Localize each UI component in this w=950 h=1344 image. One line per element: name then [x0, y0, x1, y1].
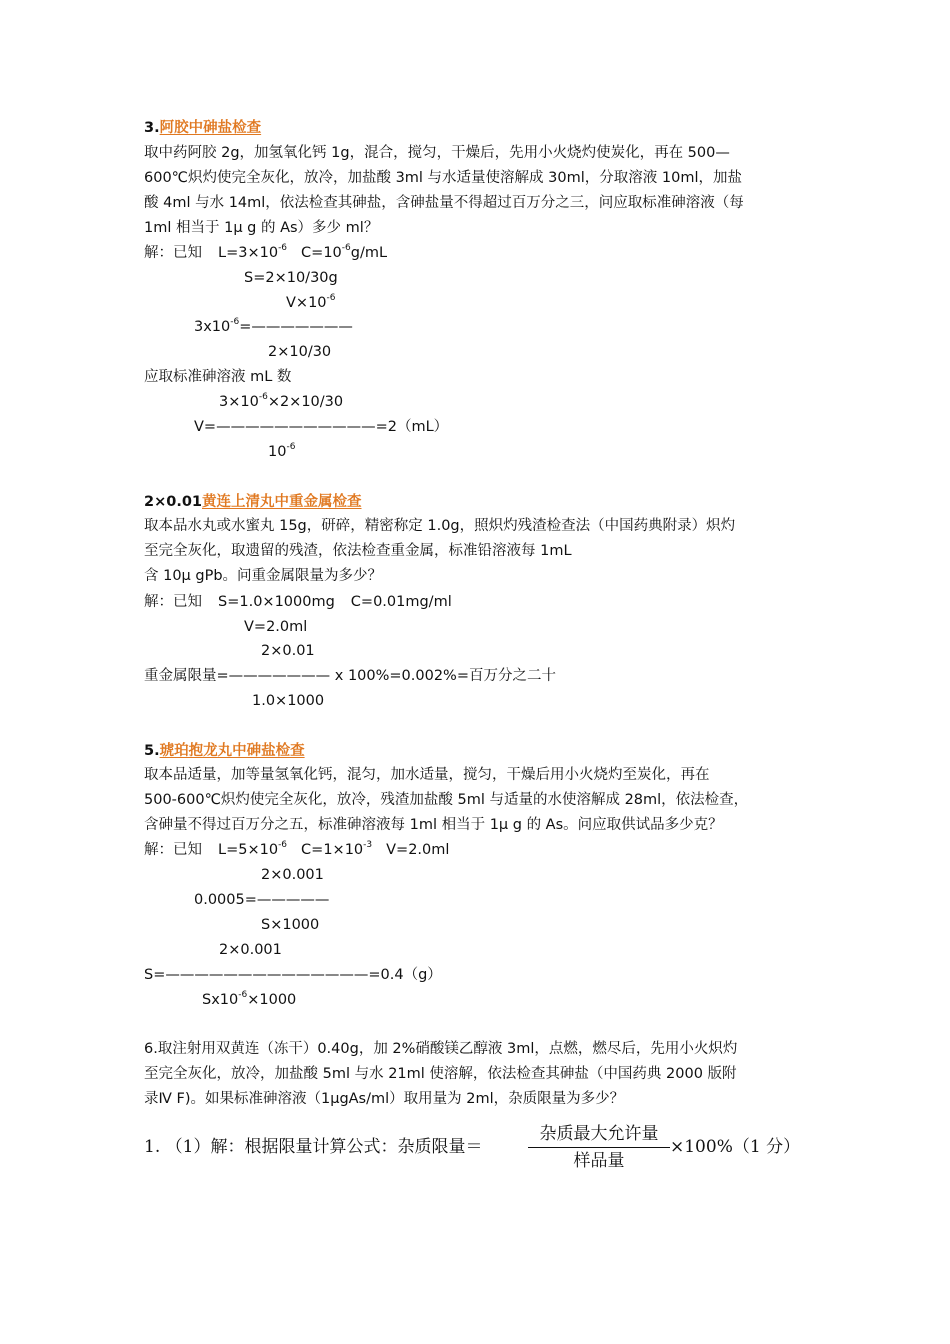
q3-equation: $3x10^{-6}=———————$ [194, 317, 353, 335]
answer1-prefix: 1. （1）解：根据限量计算公式：杂质限量＝ [144, 1137, 483, 1157]
q3-paragraph-line1: 取中药阿胶 2g，加氢氧化钙 1g，混合，搅匀，干燥后，先用小火烧灼使炭化，再在 500— [144, 145, 730, 161]
q5-known-line: 解：已知 $L=5\times 10^{-6}$ $C=1\times 10^{-3}$ V=2.0ml [144, 840, 450, 858]
q3-v-denominator: $10^{-6}$ [268, 442, 296, 460]
q3-v-numerator: $3\times 10^{-6}\times 2\times 10/30$ [219, 392, 344, 410]
q5-paragraph-line3: 含砷量不得过百万分之五，标准砷溶液每 1ml 相当于 1μ g 的 As。问应取供试品多少克？ [144, 817, 723, 833]
q3-paragraph-line4: 1ml 相当于 1μ g 的 As）多少 ml？ [144, 220, 379, 236]
fraction-bar [528, 1147, 670, 1148]
q3-v-equation: V=———————————=2（mL） [194, 419, 449, 435]
q4-known-line: 解：已知 S=1.0×1000mg C=0.01mg/ml [144, 594, 452, 610]
q4-heading: 2×0.01黄连上清丸中重金属检查 [144, 494, 362, 510]
q5-title: 琥珀抱龙丸中砷盐检查 [159, 743, 305, 759]
q4-paragraph-line1: 取本品水丸或水蜜丸 15g，研碎，精密称定 1.0g，照炽灼残渣检查法（中国药典附录）炽灼 [144, 518, 736, 534]
answer1-fraction-denominator: 样品量 [573, 1151, 625, 1171]
q3-paragraph-line3: 酸 4ml 与水 14ml，依法检查其砷盐，含砷盐量不得超过百万分之三，问应取标准砷溶液（每 [144, 195, 744, 211]
q5-equation1: 0.0005=————— [194, 892, 330, 908]
q6-paragraph-line2: 至完全灰化，放冷，加盐酸 5ml 与水 21ml 使溶解，依法检查其砷盐（中国药典 2000 版附 [144, 1066, 737, 1082]
q3-title: 阿胶中砷盐检查 [159, 120, 262, 136]
q3-paragraph-line2: 600℃炽灼使完全灰化，放冷，加盐酸 3ml 与水适量使溶解成 30ml，分取溶液 10ml，加盐 [144, 170, 742, 186]
q5-equation2: S=——————————————=0.4（g） [144, 967, 442, 983]
q5-fraction1-denominator: S×1000 [261, 917, 320, 933]
answer1-suffix: ×100%（1 分） [670, 1137, 801, 1157]
q6-paragraph-line3: 录Ⅳ F)。如果标准砷溶液（1μgAs/ml）取用量为 2ml，杂质限量为多少？ [144, 1091, 625, 1107]
q3-fraction-numerator: $V\times 10^{-6}$ [286, 293, 336, 311]
q5-paragraph-line1: 取本品适量，加等量氢氧化钙，混匀，加水适量，搅匀，干燥后用小火烧灼至炭化，再在 [144, 767, 710, 783]
q3-heading: 3.阿胶中砷盐检查 [144, 120, 262, 136]
q5-heading: 5.琥珀抱龙丸中砷盐检查 [144, 743, 305, 759]
q4-v-line: V=2.0ml [244, 619, 308, 635]
q4-paragraph-line2: 至完全灰化，取遗留的残渣，依法检查重金属，标准铅溶液每 1mL [144, 543, 572, 559]
q5-fraction2-denominator: $Sx10^{-6}\times 1000$ [202, 990, 297, 1008]
q3-s-line: S=2×10/30g [244, 270, 338, 286]
q5-fraction1-numerator: 2×0.001 [261, 867, 324, 883]
answer1-fraction-numerator: 杂质最大允许量 [539, 1124, 659, 1144]
q4-equation: 重金属限量=——————— x 100%=0.002%=百万分之二十 [144, 668, 556, 684]
q4-fraction-denominator: 1.0×1000 [252, 693, 325, 709]
q3-fraction-denominator: 2×10/30 [268, 344, 332, 360]
q5-fraction2-numerator: 2×0.001 [219, 942, 282, 958]
q3-known-line: 解：已知 $L=3\times 10^{-6}$ $C=10^{-6}g/mL$ [144, 243, 388, 261]
q4-paragraph-line3: 含 10μ gPb。问重金属限量为多少？ [144, 568, 383, 584]
q3-ask-line: 应取标准砷溶液 mL 数 [144, 369, 292, 385]
answer1-formula-fraction [528, 1122, 670, 1173]
q6-paragraph-line1: 6.取注射用双黄连（冻干）0.40g，加 2%硝酸镁乙醇液 3ml，点燃，燃尽后，先用小火炽灼 [144, 1041, 738, 1057]
q4-title: 黄连上清丸中重金属检查 [202, 494, 362, 510]
q5-paragraph-line2: 500-600℃炽灼使完全灰化，放冷，残渣加盐酸 5ml 与适量的水使溶解成 28ml，依法检查， [144, 792, 749, 808]
q4-fraction-numerator: 2×0.01 [261, 643, 315, 659]
